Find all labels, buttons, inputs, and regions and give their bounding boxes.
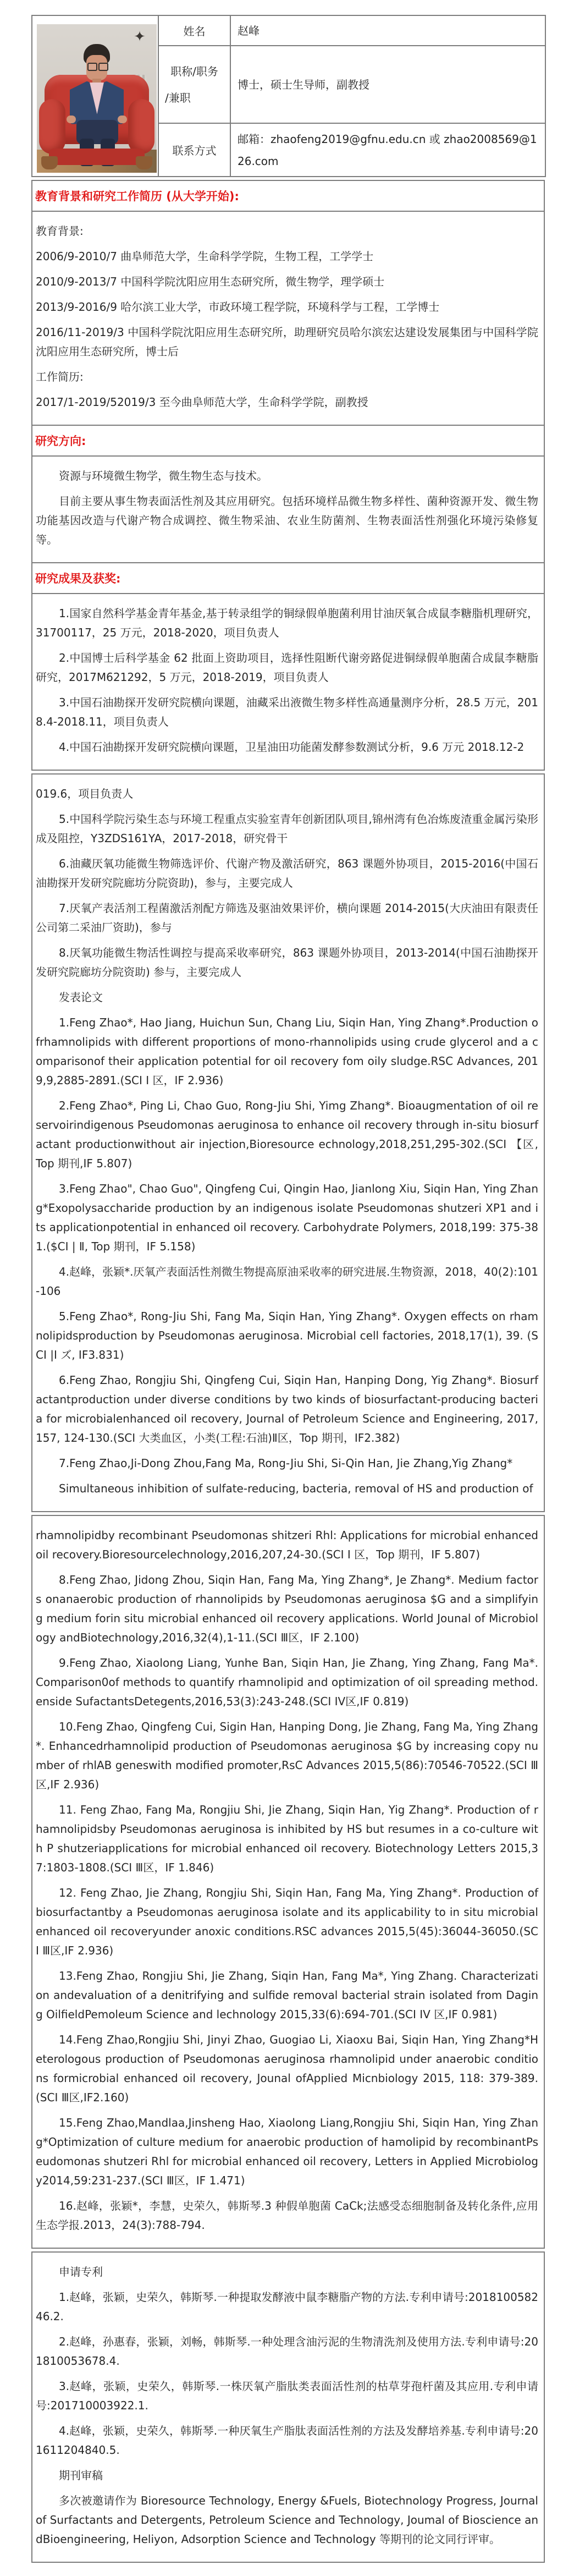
section-body-box (31, 455, 545, 563)
section-body-box (31, 211, 545, 426)
armchair-foot (136, 156, 152, 169)
paragraph: 7.Feng Zhao,Ji-Dong Zhou,Fang Ma, Rong-Jiu Shi, Si-Qin Han, Jie Zhang,Yig Zhang* (59, 1457, 513, 1470)
paragraph: 13.Feng Zhao, Rongjiu Shi, Jie Zhang, Siqin Han, Fang Ma*, Ying Zhang. Characterization andevaluation of a denitrifying and sulfide removal bacterial strain isolated from Daging OilfieldPemoleum Science and lechnology 2015,33(6):694-701.(SCI IV 区,IF 0.981) (36, 1969, 538, 2021)
armchair-arm-left (39, 99, 65, 154)
title-label (158, 46, 230, 123)
paragraph: 目前主要从事生物表面活性剂及其应用研究。包括环境样品微生物多样性、菌种资源开发、微生物功能基因改造与代谢产物合成调控、微生物采油、农业生防菌剂、生物表面活性剂强化环境污染修复等。 (36, 495, 538, 546)
paragraph: 2.中国博士后科学基金 62 批面上资助项目，选择性阻断代谢旁路促进铜绿假单胞菌合成鼠李糖脂研究，2017M621292，5 万元，2018-2019，项目负责人 (36, 651, 538, 684)
document-sections (31, 180, 545, 2563)
section-body-box (31, 593, 545, 771)
armchair-arm-right (128, 99, 154, 154)
paragraph: 2017/1-2019/52019/3 至今曲阜师范大学，生命科学学院，副教授 (36, 396, 368, 409)
paragraph: 2013/9-2016/9 哈尔滨工业大学，市政环境工程学院，环境科学与工程，工学博士 (36, 300, 440, 314)
paragraph: 2010/9-2013/7 中国科学院沈阳应用生态研究所，微生物学，理学硕士 (36, 275, 385, 288)
paragraph: 9.Feng Zhao, Xiaolong Liang, Yunhe Ban, Siqin Han, Jie Zhang, Ying Zhang, Fang Ma*. Comparison0of methods to quantify rhamnolipid and optimization of oil spreading method. enside SufactantsDetegents,2016,53(3):243-248.(SCI IV区,IF 0.819) (36, 1656, 538, 1708)
section-title: 研究成果及获奖: (35, 572, 121, 585)
paragraph: 5.中国科学院污染生态与环境工程重点实验室青年创新团队项目,锦州湾有色冶炼废渣重金属污染形成及阻控，Y3ZDS161YA，2017-2018，研究骨干 (36, 812, 538, 845)
paragraph: 4.中国石油勘探开发研究院横向课题，卫星油田功能菌发酵参数测试分析，9.6 万元 2018.12-2 (59, 740, 525, 754)
contact-label: 联系方式 (158, 123, 230, 177)
paragraph: 申请专利 (59, 2265, 103, 2278)
paragraph: 5.Feng Zhao*, Rong-Jiu Shi, Fang Ma, Siqin Han, Ying Zhang*. Oxygen effects on rhamnolipidsproduction by Pseudomonas aeruginosa. Microbial cell factories, 2018,17(1), 39. (SCI |I ズ, IF3.831) (36, 1310, 538, 1361)
paragraph: 资源与环境微生物学，微生物生态与技术。 (59, 469, 268, 482)
paragraph: 1.国家自然科学基金青年基金,基于转录组学的铜绿假单胞菌利用甘油厌氧合成鼠李糖脂机理研究，31700117，25 万元，2018-2020，项目负责人 (36, 607, 538, 639)
paragraph: 15.Feng Zhao,Mandlaa,Jinsheng Hao, Xiaolong Liang,Rongjiu Shi, Siqin Han, Ying Zhang*Optimization of culture medium for anaerobic production of hamolipid by recombinantPseudomonas shutzeri Rhl for microbial enhanced oil recovery, Letters in Applied Microbiology2014,59:231-237.(SCI Ⅲ区，IF 1.471) (36, 2116, 538, 2187)
cv-document (31, 15, 545, 2576)
paragraph: 11. Feng Zhao, Fang Ma, Rongjiu Shi, Jie Zhang, Siqin Han, Yig Zhang*. Production of rhamnolipidsby Pseudomonas aeruginosa is inhibited by HS but resumes in a co-culture with P shutzeriapplications for microbial enhanced oil recovery. Biotechnology Letters 2015,37:1803-1808.(SCI Ⅲ区，IF 1.846) (36, 1803, 538, 1874)
wall-star-icon: ✦ (134, 28, 146, 45)
paragraph: 1.Feng Zhao*, Hao Jiang, Huichun Sun, Chang Liu, Siqin Han, Ying Zhang*.Production ofrhamnolipids with different proportions of mono-rhannolipids using crude glycerol and a comparisonof their application potential for oil recovery fom oily sludge.RSC Advances, 2019,9,2885-2891.(SCI I 区，IF 2.936) (36, 1016, 538, 1087)
paragraph: 期刊审稿 (59, 2469, 103, 2482)
paragraph: 发表论文 (59, 991, 103, 1004)
armchair-seat (49, 149, 145, 165)
contact-value: 邮箱：zhaofeng2019@gfnu.edu.cn 或 zhao2008569@126.com (230, 123, 545, 177)
paragraph: 12. Feng Zhao, Jie Zhang, Rongjiu Shi, Siqin Han, Fang Ma, Ying Zhang*. Production of biosurfactantby a Pseudomonas aeruginosa isolate and its applicability to in situ microbial enhanced oil recoveryunder anoxic conditions.RSC advances 2015,5(45):36044-36050.(SCI Ⅲ区,IF 2.936) (36, 1886, 538, 1957)
name-label: 姓名 (158, 15, 230, 46)
section-title: 教育背景和研究工作简历 (从大学开始): (35, 190, 239, 203)
paragraph: 019.6，项目负责人 (36, 787, 134, 800)
paragraph: 3.中国石油勘探开发研究院横向课题，油藏采出液微生物多样性高通量测序分析，28.5 万元，2018.4-2018.11，项目负责人 (36, 696, 538, 728)
paragraph: 2006/9-2010/7 曲阜师范大学，生命科学学院，生物工程，工学学士 (36, 250, 374, 263)
glasses-icon (87, 63, 97, 71)
section-title: 研究方向: (35, 435, 86, 448)
section-body-box (31, 2251, 545, 2563)
paragraph: 2.Feng Zhao*, Ping Li, Chao Guo, Rong-Jiu Shi, Yimg Zhang*. Bioaugmentation of oil reservoirindigenous Pseudomonas aeruginosa to enhance oil recovery through in-situ biosurfactant productionwithout air injection,Bioresource echnology,2018,251,295-302.(SCI 【区,Top 期刊,IF 5.807) (36, 1099, 538, 1170)
title-label-line1: 职称/职务 (170, 64, 218, 78)
paragraph: rhamnolipidby recombinant Pseudomonas shitzeri Rhl: Applications for microbial enhanced oil recovery.Bioresourcelechnology,2016,207,24-30.(SCI I 区，Top 期刊，IF 5.807) (36, 1529, 538, 1561)
paragraph: 14.Feng Zhao,Rongjiu Shi, Jinyi Zhao, Guogiao Li, Xiaoxu Bai, Siqin Han, Ying Zhang*Heterologous production of Pseudomonas aeruginosa rhamnolipid under anaerobic conditions formicrobial enhanced oil recovery, Jounal ofApplied Micnbiology 2015, 118: 379-389. (SCI Ⅲ区,IF2.160) (36, 2033, 538, 2104)
paragraph: 2016/11-2019/3 中国科学院沈阳应用生态研究所，助理研究员哈尔滨宏达建设发展集团与中国科学院沈阳应用生态研究所，博士后 (36, 326, 538, 358)
paragraph: 3.Feng Zhao", Chao Guo", Qingfeng Cui, Qingin Hao, Jianlong Xiu, Siqin Han, Ying Zhang*Exopolysaccharide production by an indigenous isolate Pseudomonas shutzeri XP1 and its applicationpotential in enhanced oil recovery. Carbohydrate Polymers, 2018,199: 375-381.($CI | Ⅱ, Top 期刊，IF 5.158) (36, 1182, 538, 1253)
photo-cell (32, 15, 158, 177)
paragraph: 工作简历: (36, 370, 84, 383)
section-header-box (31, 180, 545, 212)
section-body-box (31, 1515, 545, 2249)
person-hand (118, 116, 127, 123)
paragraph: 2.赵峰，孙惠春，张颖，刘畅，韩斯琴.一种处理含油污泥的生物清洗剂及使用方法.专利申请号:201810053678.4. (36, 2335, 538, 2368)
profile-table (31, 15, 546, 177)
paragraph: 6.油藏厌氧功能微生物筛选评价、代谢产物及激活研究，863 课题外协项目，2015-2016(中国石油勘探开发研究院廊坊分院资助)，参与，主要完成人 (36, 857, 538, 889)
paragraph: Simultaneous inhibition of sulfate-reducing, bacteria, removal of HS and production of (59, 1482, 533, 1495)
title-value: 博士，硕士生导师，副教授 (230, 46, 545, 123)
armchair-foot (41, 156, 58, 169)
paragraph: 6.Feng Zhao, Rongjiu Shi, Qingfeng Cui, Siqin Han, Hanping Dong, Yig Zhang*. Biosurfactantproduction under diverse conditions by two kinds of biosurfactant-producing bacteria for microbialenhanced oil recovery, Journal of Petroleum Science and Engineering, 2017, 157, 124-130.(SCI 大类血区，小类(工程:石油)Ⅱ区，Top 期刊，IF2.382) (36, 1374, 538, 1444)
paragraph: 多次被邀请作为 Bioresource Technology, Energy &Fuels, Biotechnology Progress, Journalof Surfactants and Detergents, Petroleum Science and Technology, Joumal of Bioscience andBioengineering, Heliyon, Adsorption Science and Technology 等期刊的论文同行评审。 (36, 2494, 538, 2546)
paragraph: 1.赵峰，张颖，史荣久，韩斯琴.一种提取发酵液中鼠李糖脂产物的方法.专利申请号:201810058246.2. (36, 2291, 538, 2323)
name-value: 赵峰 (230, 15, 545, 46)
paragraph: 8.厌氧功能微生物活性调控与提高采收率研究，863 课题外协项目，2013-2014(中国石油勘探开发研究院廊坊分院资助) 参与，主要完成人 (36, 946, 538, 979)
section-header-box (31, 562, 545, 594)
title-label-line2: /兼职 (165, 91, 191, 105)
section-body-box (31, 773, 545, 1512)
paragraph: 3.赵峰，张颖，史荣久，韩斯琴.一株厌氧产脂肽类表面活性剂的枯草芽孢杆菌及其应用.专利申请号:201710003922.1. (36, 2380, 538, 2412)
paragraph: 7.厌氧产表活剂工程菌激活剂配方筛选及驱油效果评价，横向课题 2014-2015(大庆油田有限责任公司第二采油厂资助)，参与 (36, 902, 538, 934)
profile-photo (37, 24, 157, 173)
paragraph: 4.赵峰，张颖，史荣久，韩斯琴.一种厌氧生产脂肽表面活性剂的方法及发酵培养基.专利申请号:201611204840.5. (36, 2424, 538, 2457)
paragraph: 教育背景: (36, 224, 84, 238)
paragraph: 10.Feng Zhao, Qingfeng Cui, Sigin Han, Hanping Dong, Jie Zhang, Fang Ma, Ying Zhang*. Enhancedrhamnolipid production of Pseudomonas aeruginosa $G by increasing copy number of rhlAB geneswith modified promoter,RsC Advances 2015,5(86):70546-70522.(SCI Ⅲ区,IF 2.936) (36, 1720, 538, 1791)
paragraph: 8.Feng Zhao, Jidong Zhou, Siqin Han, Fang Ma, Ying Zhang*, Je Zhang*. Medium factors onanaerobic production of rhannolipids by Pseudomonas aeruginosa $G and a simplifying medium forin situ microbial enhanced oil recovery applications. World Jounal of Microbiology andBiotechnology,2016,32(4),1-11.(SCI Ⅲ区，IF 2.100) (36, 1573, 538, 1644)
paragraph: 4.赵峰，张颖*.厌氧产表面活性剂微生物提高原油采收率的研究进展.生物资源，2018，40(2):101-106 (36, 1265, 538, 1298)
person-hand (67, 116, 76, 123)
glasses-icon (98, 63, 108, 71)
paragraph: 16.赵峰，张颖*，李慧，史荣久，韩斯琴.3 种假单胞菌 CaCk;法感受态细胞制备及转化条件,应用生态学报.2013，24(3):788-794. (36, 2199, 538, 2232)
section-header-box (31, 425, 545, 457)
